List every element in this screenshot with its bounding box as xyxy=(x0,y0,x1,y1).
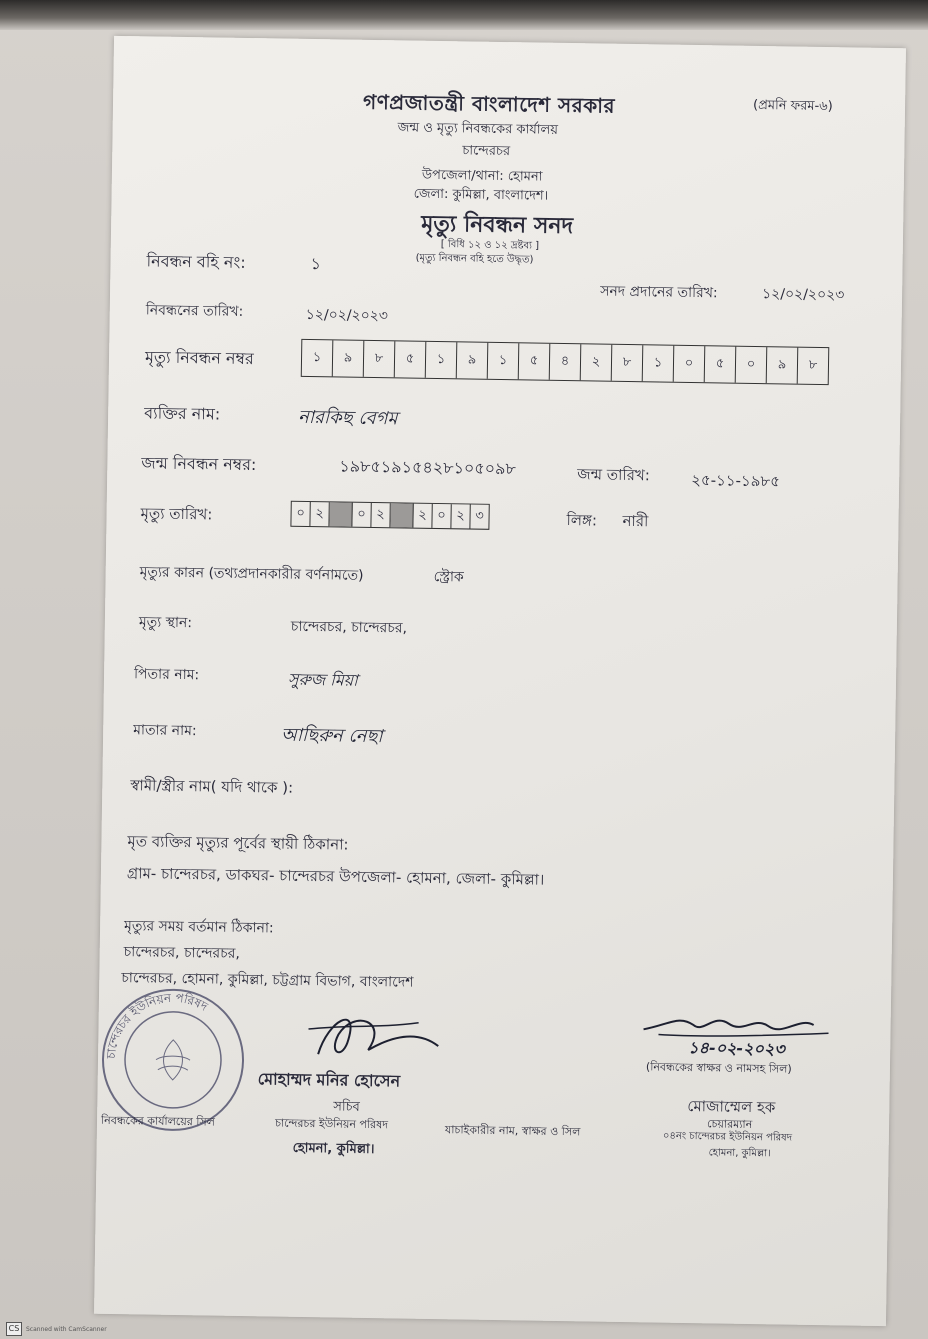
mother-value: আছিরুন নেছা xyxy=(280,724,383,748)
office-name: জন্ম ও মৃত্যু নিবন্ধকের কার্যালয় xyxy=(397,120,559,138)
secretary-name: মোহাম্মদ মনির হোসেন xyxy=(257,1069,401,1091)
birth-reg-value: ১৯৮৫১৯১৫৪২৮১০৫০৯৮ xyxy=(339,456,517,479)
rule-reference: [ বিধি ১২ ও ১২ দ্রষ্টব্য ] xyxy=(440,239,540,252)
digit-box: ৯ xyxy=(767,347,799,383)
place-label: মৃত্যু স্থান: xyxy=(138,614,193,632)
digit-box: ৫ xyxy=(519,343,551,379)
mother-label: মাতার নাম: xyxy=(133,722,197,740)
digit-box: ৮ xyxy=(808,357,818,373)
verifier-caption: যাচাইকারীর নাম, স্বাক্ষর ও সিল xyxy=(444,1123,581,1139)
registrar-date: ১৪-০২-২০২৩ xyxy=(688,1038,785,1059)
digit-box: ৯ xyxy=(333,340,365,376)
digit-box: ৮ xyxy=(364,341,396,377)
issue-date-value: ১২/০২/২০২৩ xyxy=(761,286,845,304)
registrar-caption: (নিবন্ধকের স্বাক্ষর ও নামসহ সিল) xyxy=(645,1060,792,1076)
death-date-boxes xyxy=(290,501,489,530)
issue-date-label: সনদ প্রদানের তারিখ: xyxy=(600,283,718,302)
certificate-paper xyxy=(94,36,906,1326)
digit-box: ১ xyxy=(488,343,520,379)
svg-text:চান্দেরচর ইউনিয়ন পরিষদ xyxy=(104,990,211,1062)
govt-heading: গণপ্রজাতন্ত্রী বাংলাদেশ সরকার xyxy=(362,89,616,118)
scan-top-edge xyxy=(0,0,928,30)
date-digit-box: ০ xyxy=(432,504,451,528)
certificate-title: মৃত্যু নিবন্ধন সনদ xyxy=(420,211,574,240)
date-digit-box: ২ xyxy=(451,504,470,528)
scanner-text: Scanned with CamScanner xyxy=(26,1325,107,1333)
father-label: পিতার নাম: xyxy=(133,666,200,684)
digit-box: ১ xyxy=(302,340,334,376)
digit-box: ৯ xyxy=(457,342,489,378)
place-value: চান্দেরচর, চান্দেরচর, xyxy=(290,618,408,637)
reg-date-value: ১২/০২/২০২৩ xyxy=(305,306,389,325)
birth-reg-label: জন্ম নিবন্ধন নম্বর: xyxy=(141,453,257,475)
chairman-union: ০৪নং চান্দেরচর ইউনিয়ন পরিষদ xyxy=(662,1130,793,1144)
upazila-line: উপজেলা/থানা: হোমনা xyxy=(421,167,543,185)
date-digit-box: ২ xyxy=(371,503,390,527)
gender-value: নারী xyxy=(622,511,649,531)
digit-box: ২ xyxy=(581,344,613,380)
union-name: চান্দেরচর xyxy=(462,143,511,160)
death-reg-number-boxes xyxy=(301,339,830,385)
date-digit-box: ২ xyxy=(310,502,329,526)
digit-box: ৫ xyxy=(705,346,737,382)
permanent-address-value: গ্রাম- চান্দেরচর, ডাকঘর- চান্দেরচর উপজেলা- হোমনা, জেলা- কুমিল্লা। xyxy=(126,864,545,889)
seal-caption: নিবন্ধকের কার্যালয়ের সিল xyxy=(100,1113,216,1129)
name-value: নারকিছ বেগম xyxy=(297,406,398,430)
digit-box: ১ xyxy=(643,345,675,381)
name-label: ব্যক্তির নাম: xyxy=(144,403,221,424)
camscanner-badge: CS xyxy=(6,1322,22,1336)
secretary-signature xyxy=(298,999,449,1075)
gender-label: লিঙ্গ: xyxy=(566,511,598,530)
father-value: সুরুজ মিয়া xyxy=(287,669,358,690)
stamp-ring-text: চান্দেরচর ইউনিয়ন পরিষদ xyxy=(103,990,211,1060)
reg-date-label: নিবন্ধনের তারিখ: xyxy=(145,302,244,320)
present-address-line1: চান্দেরচর, চান্দেরচর, xyxy=(123,944,241,962)
date-separator-box xyxy=(329,502,352,526)
seal-union: চান্দেরচর ইউনিয়ন পরিষদ xyxy=(274,1116,389,1132)
form-number: (প্রমনি ফরম-৬) xyxy=(752,97,833,115)
digit-box: ৪ xyxy=(550,344,582,380)
digit-box: ৫ xyxy=(395,341,427,377)
spouse-label: স্বামী/স্ত্রীর নাম( যদি থাকে ): xyxy=(130,776,294,797)
birth-date-label: জন্ম তারিখ: xyxy=(577,465,650,485)
book-value: ১ xyxy=(310,253,322,274)
chairman-name: মোজাম্মেল হক xyxy=(687,1096,776,1117)
present-address-line2: চান্দেরচর, হোমনা, কুমিল্লা, চট্টগ্রাম বিভাগ, বাংলাদেশ xyxy=(121,970,414,991)
date-digit-box: ০ xyxy=(291,502,310,526)
digit-box: ০ xyxy=(674,346,706,382)
date-digit-box: ০ xyxy=(352,503,371,527)
death-reg-label: মৃত্যু নিবন্ধন নম্বর xyxy=(144,347,254,369)
book-label: নিবন্ধন বহি নং: xyxy=(146,251,246,272)
extract-note: (মৃত্যু নিবন্ধন বহি হতে উদ্ধৃত) xyxy=(415,252,534,266)
permanent-address-label: মৃত ব্যক্তির মৃত্যুর পূর্বের স্থায়ী ঠিকানা: xyxy=(127,832,349,854)
cause-label: মৃত্যুর কারন (তথ্যপ্রদানকারীর বর্ণনামতে) xyxy=(139,564,364,584)
secretary-title: সচিব xyxy=(333,1099,360,1115)
digit-box: ১ xyxy=(426,342,458,378)
death-date-label: মৃত্যু তারিখ: xyxy=(140,504,213,524)
chairman-title: চেয়ারম্যান xyxy=(706,1117,753,1132)
birth-date-value: ২৫-১১-১৯৮৫ xyxy=(691,470,781,491)
chairman-place: হোমনা, কুমিল্লা। xyxy=(708,1147,771,1160)
cause-value: স্ট্রোক xyxy=(433,568,464,586)
scanner-watermark xyxy=(6,1322,107,1336)
date-separator-box xyxy=(390,503,413,527)
district-line: জেলা: কুমিল্লা, বাংলাদেশ। xyxy=(413,186,549,204)
date-digit-box: ৩ xyxy=(475,508,484,524)
digit-box: ৮ xyxy=(612,345,644,381)
digit-box: ০ xyxy=(736,347,768,383)
present-address-label: মৃত্যুর সময় বর্তমান ঠিকানা: xyxy=(123,918,274,937)
seal-place: হোমনা, কুমিল্লা। xyxy=(292,1140,375,1158)
date-digit-box: ২ xyxy=(413,504,432,528)
